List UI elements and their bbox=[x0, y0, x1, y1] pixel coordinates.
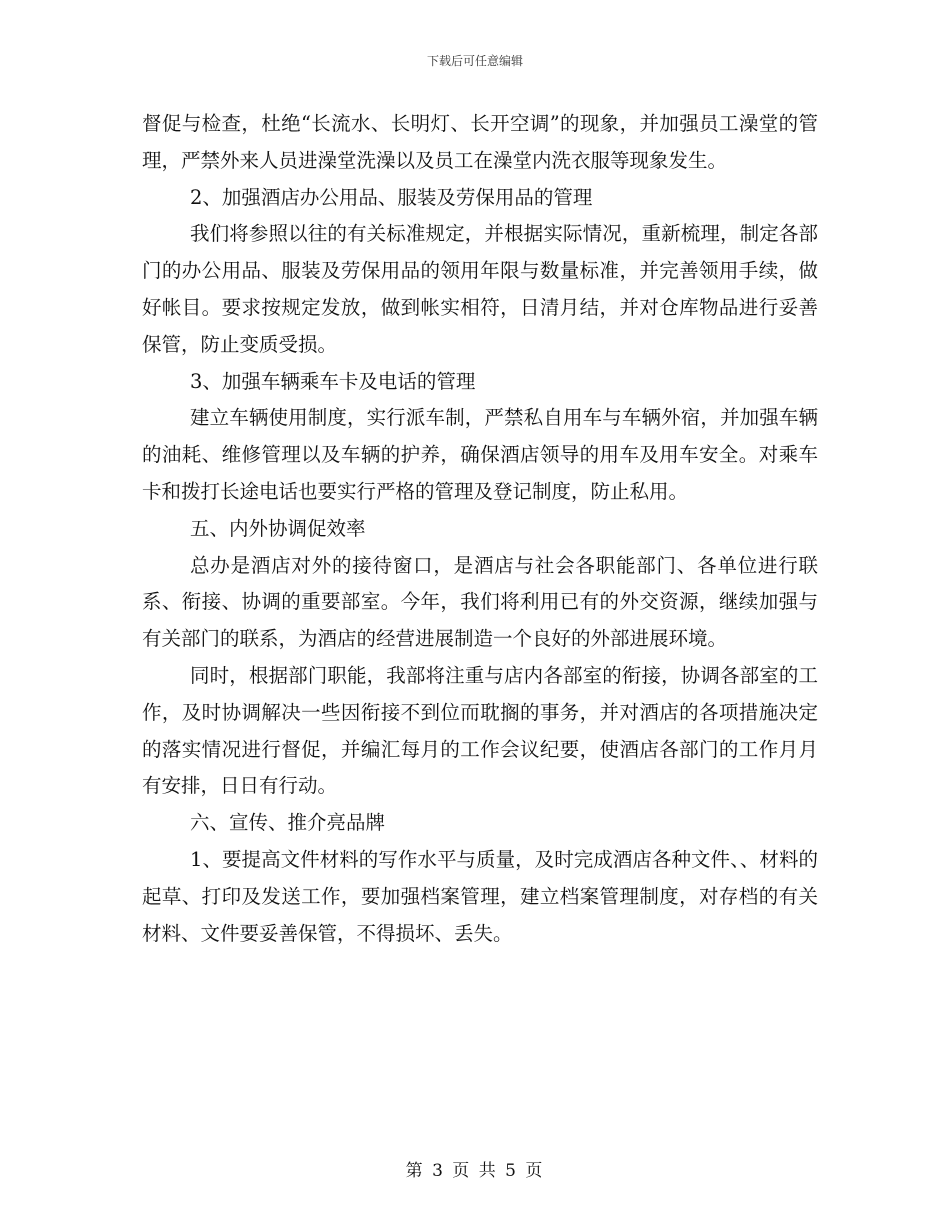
paragraph: 建立车辆使用制度，实行派车制，严禁私自用车与车辆外宿，并加强车辆的油耗、维修管理以及车辆的护养，确保酒店领导的用车及用车安全。对乘车卡和拨打长途电话也要实行严格的管理及登记制度，防止私用。 bbox=[142, 406, 818, 503]
section-heading: 2、加强酒店办公用品、服装及劳保用品的管理 bbox=[190, 185, 593, 209]
page-footer: 第 3 页 共 5 页 bbox=[405, 1161, 545, 1181]
section-heading: 六、宣传、推介亮品牌 bbox=[190, 811, 386, 835]
paragraph: 1、要提高文件材料的写作水平与质量，及时完成酒店各种文件、、材料的起草、打印及发送工作，要加强档案管理，建立档案管理制度，对存档的有关材料、文件要妥善保管，不得损坏、丢失。 bbox=[142, 847, 818, 945]
section-heading: 3、加强车辆乘车卡及电话的管理 bbox=[190, 369, 476, 393]
paragraph: 督促与检查，杜绝“长流水、长明灯、长开空调”的现象，并加强员工澡堂的管理，严禁外来人员进澡堂洗澡以及员工在澡堂内洗衣服等现象发生。 bbox=[142, 112, 818, 172]
section-heading: 五、内外协调促效率 bbox=[190, 516, 366, 540]
paragraph: 总办是酒店对外的接待窗口，是酒店与社会各职能部门、各单位进行联系、衔接、协调的重要部室。今年，我们将利用已有的外交资源，继续加强与有关部门的联系，为酒店的经营进展制造一个良好的外部进展环境。 bbox=[142, 553, 818, 651]
page-header: 下载后可任意编辑 bbox=[426, 54, 523, 68]
paragraph: 我们将参照以往的有关标准规定，并根据实际情况，重新梳理，制定各部门的办公用品、服装及劳保用品的领用年限与数量标准，并完善领用手续，做好帐目。要求按规定发放，做到帐实相符，日清月结，并对仓库物品进行妥善保管，防止变质受损。 bbox=[142, 222, 818, 356]
paragraph: 同时，根据部门职能，我部将注重与店内各部室的衔接，协调各部室的工作，及时协调解决一些因衔接不到位而耽搁的事务，并对酒店的各项措施决定的落实情况进行督促，并编汇每月的工作会议纪要，使酒店各部门的工作月月有安排，日日有行动。 bbox=[142, 663, 818, 798]
document-body bbox=[142, 106, 818, 952]
